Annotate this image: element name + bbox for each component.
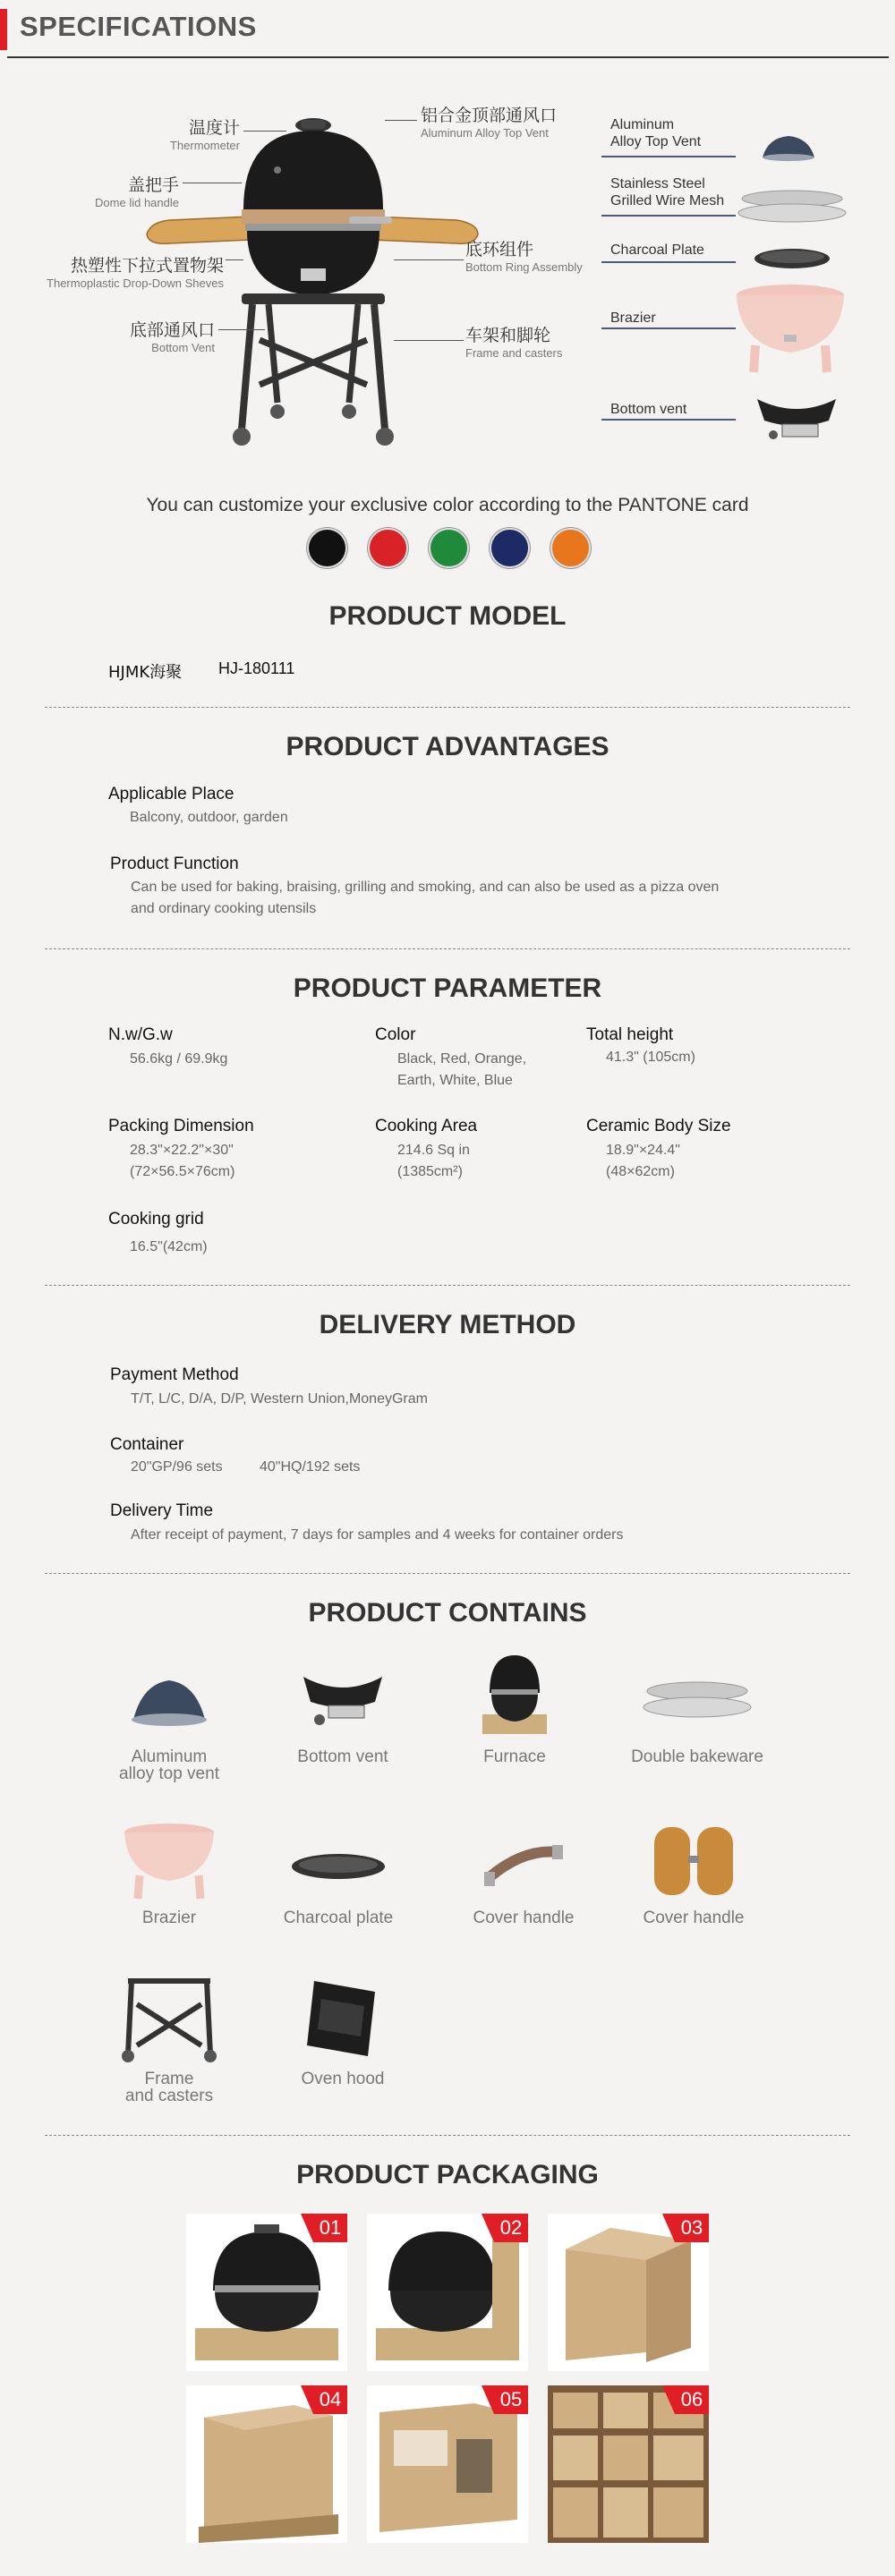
total-height-label: Total height — [586, 1025, 674, 1044]
delivery-time-value: After receipt of payment, 7 days for samples and 4 weeks for container orders — [131, 1527, 624, 1543]
leader-frame — [394, 340, 464, 341]
contains-item-frame-casters: Frame and casters — [93, 1974, 245, 2104]
frame-icon — [93, 1974, 245, 2063]
packaging-step-2 — [367, 2214, 528, 2371]
swatch-orange[interactable] — [550, 528, 591, 568]
part-line-wire-mesh — [601, 215, 736, 217]
charcoal-plate-icon — [752, 245, 832, 272]
color-label: Color — [375, 1025, 416, 1044]
leader-bottom-ring — [394, 259, 464, 260]
callout-top-vent: 铝合金顶部通风口 Aluminum Alloy Top Vent — [421, 106, 558, 140]
side-shelves-icon — [618, 1822, 770, 1902]
leader-thermometer — [243, 131, 286, 132]
nw-label: N.w/G.w — [108, 1025, 173, 1044]
packaging-step-3 — [548, 2214, 709, 2371]
part-line-charcoal-plate — [601, 261, 736, 263]
wire-mesh-icon — [734, 186, 850, 225]
total-height-value: 41.3" (105cm) — [606, 1050, 695, 1065]
container-value-hq: 40"HQ/192 sets — [260, 1459, 361, 1475]
advantages-title: PRODUCT ADVANTAGES — [286, 732, 609, 761]
product-function-line1: Can be used for baking, braising, grilling and smoking, and can also be used as a pizza oven — [131, 880, 720, 895]
nw-value: 56.6kg / 69.9kg — [130, 1051, 228, 1067]
ceramic-body-label: Ceramic Body Size — [586, 1117, 731, 1135]
callout-bottom-ring: 底环组件 Bottom Ring Assembly — [465, 240, 583, 274]
step-badge: 01 — [313, 2214, 347, 2242]
header-divider — [7, 56, 889, 58]
contains-title: PRODUCT CONTAINS — [308, 1598, 587, 1628]
product-function-line2: and ordinary cooking utensils — [131, 901, 317, 916]
specifications-header — [0, 0, 895, 59]
leader-top-vent — [385, 120, 417, 121]
contains-item-furnace: Furnace — [439, 1652, 591, 1765]
charcoal-plate-icon — [262, 1822, 414, 1902]
part-label-charcoal-plate: Charcoal Plate — [610, 242, 704, 258]
page-title: SPECIFICATIONS — [20, 11, 257, 42]
divider — [45, 1285, 850, 1286]
swatch-navy[interactable] — [490, 528, 530, 568]
step-badge: 04 — [313, 2385, 347, 2414]
pantone-text: You can customize your exclusive color according to the PANTONE card — [146, 495, 749, 515]
color-value-line2: Earth, White, Blue — [397, 1073, 513, 1088]
parameter-title: PRODUCT PARAMETER — [293, 973, 602, 1003]
swatch-red[interactable] — [368, 528, 408, 568]
callout-drop-down-shelves: 热塑性下拉式置物架 Thermoplastic Drop-Down Sheves — [47, 256, 224, 290]
divider — [45, 948, 850, 949]
step-badge: 06 — [675, 2385, 709, 2414]
part-line-brazier — [601, 327, 736, 329]
callout-thermometer: 温度计 Thermometer — [169, 118, 240, 152]
callout-dome-handle: 盖把手 Dome lid handle — [95, 175, 179, 209]
bottom-vent-icon — [267, 1661, 419, 1741]
contains-item-double-bakeware: Double bakeware — [621, 1661, 773, 1765]
leader-shelves — [226, 259, 243, 260]
model-code: HJ-180111 — [218, 659, 295, 677]
packing-dimension-label: Packing Dimension — [108, 1117, 254, 1135]
payment-method-value: T/T, L/C, D/A, D/P, Western Union,MoneyGram — [131, 1391, 428, 1407]
product-function-label: Product Function — [110, 854, 239, 873]
brazier-icon — [93, 1822, 245, 1902]
cooking-area-line2: (1385cm²) — [397, 1164, 463, 1179]
divider — [45, 2135, 850, 2136]
top-vent-icon — [759, 131, 818, 163]
packaging-step-1 — [186, 2214, 347, 2371]
delivery-title: DELIVERY METHOD — [319, 1310, 576, 1339]
ceramic-body-line1: 18.9"×24.4" — [606, 1143, 680, 1158]
payment-method-label: Payment Method — [110, 1365, 239, 1384]
cooking-area-line1: 214.6 Sq in — [397, 1143, 470, 1158]
contains-item-bottom-vent: Bottom vent — [267, 1661, 419, 1765]
contains-item-cover-handle-2: Cover handle — [618, 1822, 770, 1926]
packaging-step-4 — [186, 2385, 347, 2543]
part-line-bottom-vent — [601, 419, 736, 421]
cooking-grid-value: 16.5"(42cm) — [130, 1239, 208, 1254]
contains-item-charcoal-plate: Charcoal plate — [262, 1822, 414, 1926]
part-label-bottom-vent: Bottom vent — [610, 402, 687, 417]
part-label-brazier: Brazier — [610, 310, 656, 326]
color-swatches — [307, 528, 591, 568]
packaging-step-5 — [367, 2385, 528, 2543]
container-label: Container — [110, 1435, 184, 1454]
divider — [45, 1573, 850, 1574]
brazier-icon — [732, 283, 848, 379]
contains-item-top-vent: Aluminum alloy top vent — [93, 1661, 245, 1782]
contains-item-cover-handle-1: Cover handle — [448, 1822, 600, 1926]
contains-item-brazier: Brazier — [93, 1822, 245, 1926]
accent-bar — [0, 9, 7, 50]
container-value-gp: 20"GP/96 sets — [131, 1459, 223, 1475]
contains-item-oven-hood: Oven hood — [267, 1974, 419, 2087]
bakeware-icon — [621, 1661, 773, 1741]
model-title: PRODUCT MODEL — [328, 601, 567, 631]
packaging-title: PRODUCT PACKAGING — [296, 2160, 599, 2189]
swatch-green[interactable] — [429, 528, 469, 568]
divider — [45, 707, 850, 708]
callout-frame-casters: 车架和脚轮 Frame and casters — [465, 326, 563, 360]
top-vent-icon — [93, 1661, 245, 1741]
step-badge: 02 — [494, 2214, 528, 2242]
bottom-vent-icon — [752, 390, 841, 446]
leader-bottom-vent — [218, 329, 265, 330]
delivery-time-label: Delivery Time — [110, 1501, 214, 1520]
part-line-top-vent — [601, 156, 736, 157]
part-label-top-vent: Aluminum Alloy Top Vent — [610, 117, 702, 149]
furnace-icon — [439, 1652, 591, 1741]
packaging-step-6 — [548, 2385, 709, 2543]
oven-hood-icon — [267, 1974, 419, 2063]
applicable-place-label: Applicable Place — [108, 785, 234, 803]
packing-dimension-line2: (72×56.5×76cm) — [130, 1164, 235, 1179]
step-badge: 05 — [494, 2385, 528, 2414]
ceramic-body-line2: (48×62cm) — [606, 1164, 675, 1179]
callout-bottom-vent: 底部通风口 Bottom Vent — [129, 320, 215, 354]
cover-handle-icon — [448, 1822, 600, 1902]
packing-dimension-line1: 28.3"×22.2"×30" — [130, 1143, 234, 1158]
swatch-black[interactable] — [307, 528, 347, 568]
cooking-grid-label: Cooking grid — [108, 1210, 204, 1228]
color-value-line1: Black, Red, Orange, — [397, 1051, 527, 1067]
applicable-place-value: Balcony, outdoor, garden — [130, 810, 288, 825]
part-label-wire-mesh: Stainless Steel Grilled Wire Mesh — [610, 176, 725, 208]
product-diagram — [0, 81, 895, 474]
model-brand: HJMK海聚 — [108, 663, 183, 682]
step-badge: 03 — [675, 2214, 709, 2242]
cooking-area-label: Cooking Area — [375, 1117, 478, 1135]
